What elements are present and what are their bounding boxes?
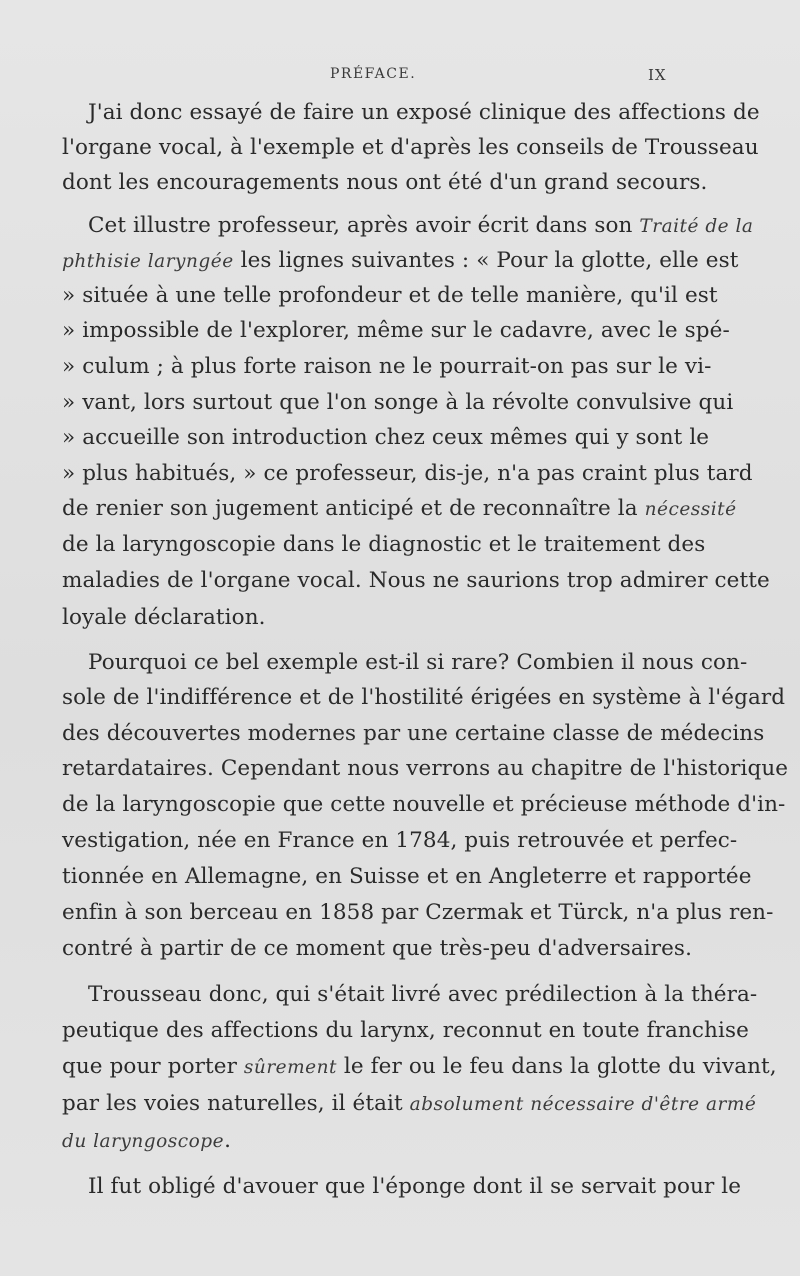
italic-text: absolument nécessaire d'être armé [409, 1094, 757, 1115]
text-line: tionnée en Allemagne, en Suisse et en Angleterre et rapportée [62, 864, 752, 889]
page-header [0, 66, 800, 90]
text-line: » située à une telle profondeur et de telle manière, qu'il est [62, 283, 718, 308]
text-line: des découvertes modernes par une certaine classe de médecins [62, 721, 765, 746]
text-line: maladies de l'organe vocal. Nous ne saurions trop admirer cette [62, 568, 770, 593]
text-line: dont les encouragements nous ont été d'un grand secours. [62, 170, 708, 195]
text-line: de la laryngoscopie dans le diagnostic et le traitement des [62, 532, 706, 557]
text-line: de renier son jugement anticipé et de reconnaître la nécessité [62, 496, 737, 521]
text-line: loyale déclaration. [62, 605, 266, 630]
italic-text: phthisie laryngée [62, 251, 234, 272]
running-title: PRÉFACE. [330, 66, 417, 82]
text-line: par les voies naturelles, il était absolument nécessaire d'être armé [62, 1091, 757, 1116]
text-line: enfin à son berceau en 1858 par Czermak et Türck, n'a plus ren- [62, 900, 774, 925]
text-line: Cet illustre professeur, après avoir écrit dans son Traité de la [88, 213, 754, 238]
text-line: » culum ; à plus forte raison ne le pourrait-on pas sur le vi- [62, 354, 712, 379]
text-line: peutique des affections du larynx, reconnut en toute franchise [62, 1018, 749, 1043]
italic-text: sûrement [243, 1057, 337, 1078]
text-line: Il fut obligé d'avouer que l'éponge dont il se servait pour le [88, 1174, 742, 1199]
text-line: » plus habitués, » ce professeur, dis-je, n'a pas craint plus tard [62, 461, 753, 486]
text-line: » accueille son introduction chez ceux mêmes qui y sont le [62, 425, 710, 450]
italic-text: Traité de la [639, 216, 754, 237]
text-line: de la laryngoscopie que cette nouvelle et précieuse méthode d'in- [62, 792, 786, 817]
text-line: retardataires. Cependant nous verrons au chapitre de l'historique [62, 756, 789, 781]
italic-text: nécessité [644, 499, 737, 520]
text-line: sole de l'indifférence et de l'hostilité érigées en système à l'égard [62, 685, 786, 710]
text-line: J'ai donc essayé de faire un exposé clinique des affections de [88, 100, 760, 125]
text-line: » vant, lors surtout que l'on songe à la révolte convulsive qui [62, 390, 734, 415]
text-line: Trousseau donc, qui s'était livré avec prédilection à la théra- [88, 982, 758, 1007]
text-line: vestigation, née en France en 1784, puis retrouvée et perfec- [62, 828, 738, 853]
text-line: phthisie laryngée les lignes suivantes : « Pour la glotte, elle est [62, 248, 739, 273]
text-line: que pour porter sûrement le fer ou le feu dans la glotte du vivant, [62, 1054, 777, 1079]
text-line: l'organe vocal, à l'exemple et d'après les conseils de Trousseau [62, 135, 759, 160]
text-line: » impossible de l'explorer, même sur le cadavre, avec le spé- [62, 318, 730, 343]
text-line: du laryngoscope. [62, 1128, 231, 1153]
italic-text: du laryngoscope [62, 1131, 225, 1152]
text-line: Pourquoi ce bel exemple est-il si rare? Combien il nous con- [88, 650, 748, 675]
text-line: contré à partir de ce moment que très-peu d'adversaires. [62, 936, 693, 961]
page-number: IX [648, 66, 667, 84]
